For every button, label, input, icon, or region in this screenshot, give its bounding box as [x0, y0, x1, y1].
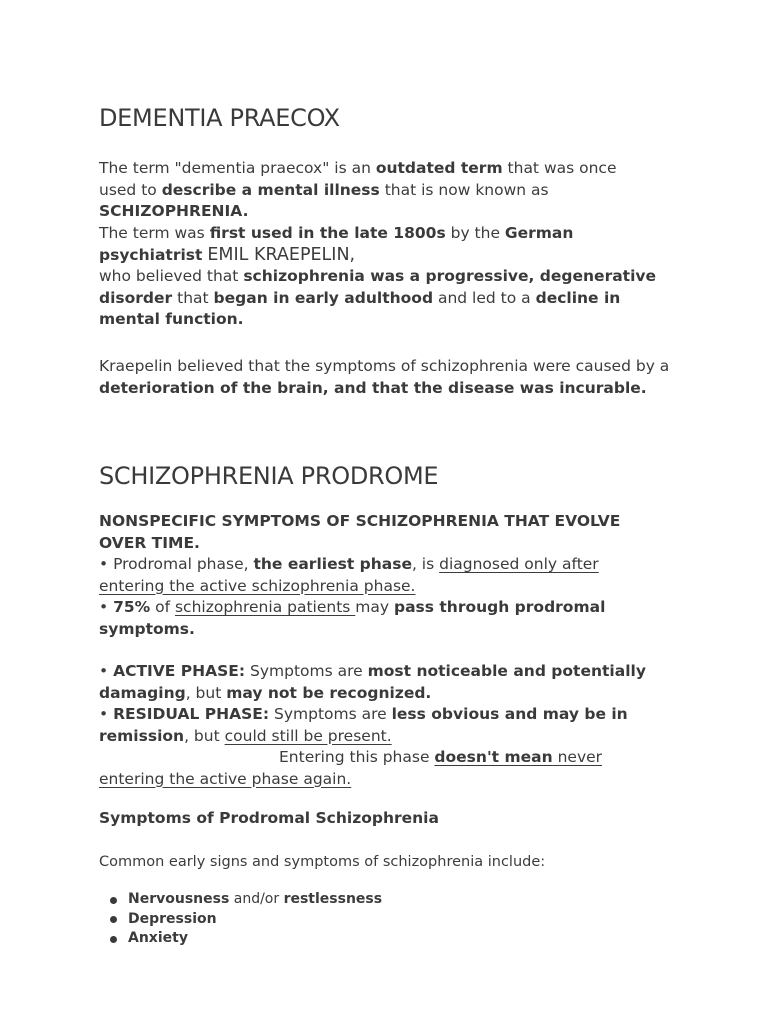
- bullet-prodromal-phase: • Prodromal phase, the earliest phase, is diagnosed only after entering the active schizophrenia phase.: [99, 555, 599, 595]
- symptoms-list: [99, 890, 382, 949]
- prodrome-content: [99, 511, 659, 640]
- bullet-active-phase: • ACTIVE PHASE: Symptoms are most noticeable and potentially damaging, but may not be recognized.: [99, 662, 646, 702]
- prodrome-intro: NONSPECIFIC SYMPTOMS OF SCHIZOPHRENIA THAT EVOLVE OVER TIME.: [99, 512, 621, 552]
- bullet-75-percent: • 75% of schizophrenia patients may pass through prodromal symptoms.: [99, 598, 606, 638]
- heading-dementia-praecox: DEMENTIA PRAECOX: [99, 104, 340, 132]
- heading-symptoms-prodromal: Symptoms of Prodromal Schizophrenia: [99, 809, 439, 827]
- bullet-dot: [110, 936, 117, 943]
- list-item: Nervousness and/or restlessness: [99, 890, 382, 910]
- phases-content: [99, 661, 664, 790]
- paragraph-kraepelin-origin: The term was first used in the late 1800s by the German psychiatrist EMIL KRAEPELIN, who believed that schizophrenia was a progressive, degenerative disorder that began in early adulthood and led to a decline in mental function.: [99, 224, 657, 328]
- paragraph-kraepelin-belief: Kraepelin believed that the symptoms of schizophrenia were caused by a deterioration of the brain, and that the disease was incurable.: [99, 357, 670, 397]
- list-item: Anxiety: [99, 929, 382, 949]
- heading-schizophrenia-prodrome: SCHIZOPHRENIA PRODROME: [99, 462, 439, 490]
- list-intro: Common early signs and symptoms of schizophrenia include:: [99, 854, 546, 870]
- bullet-residual-phase: • RESIDUAL PHASE: Symptoms are less obvious and may be in remission, but could still be present. Entering this phase doesn't mean never entering the active phase again.: [99, 705, 628, 788]
- bullet-dot: [110, 897, 117, 904]
- list-item: Depression: [99, 910, 382, 930]
- bullet-dot: [110, 916, 117, 923]
- paragraph-dementia-definition: The term "dementia praecox" is an outdated term that was once used to describe a mental illness that is now known as SCHIZOPHRENIA.: [99, 159, 617, 220]
